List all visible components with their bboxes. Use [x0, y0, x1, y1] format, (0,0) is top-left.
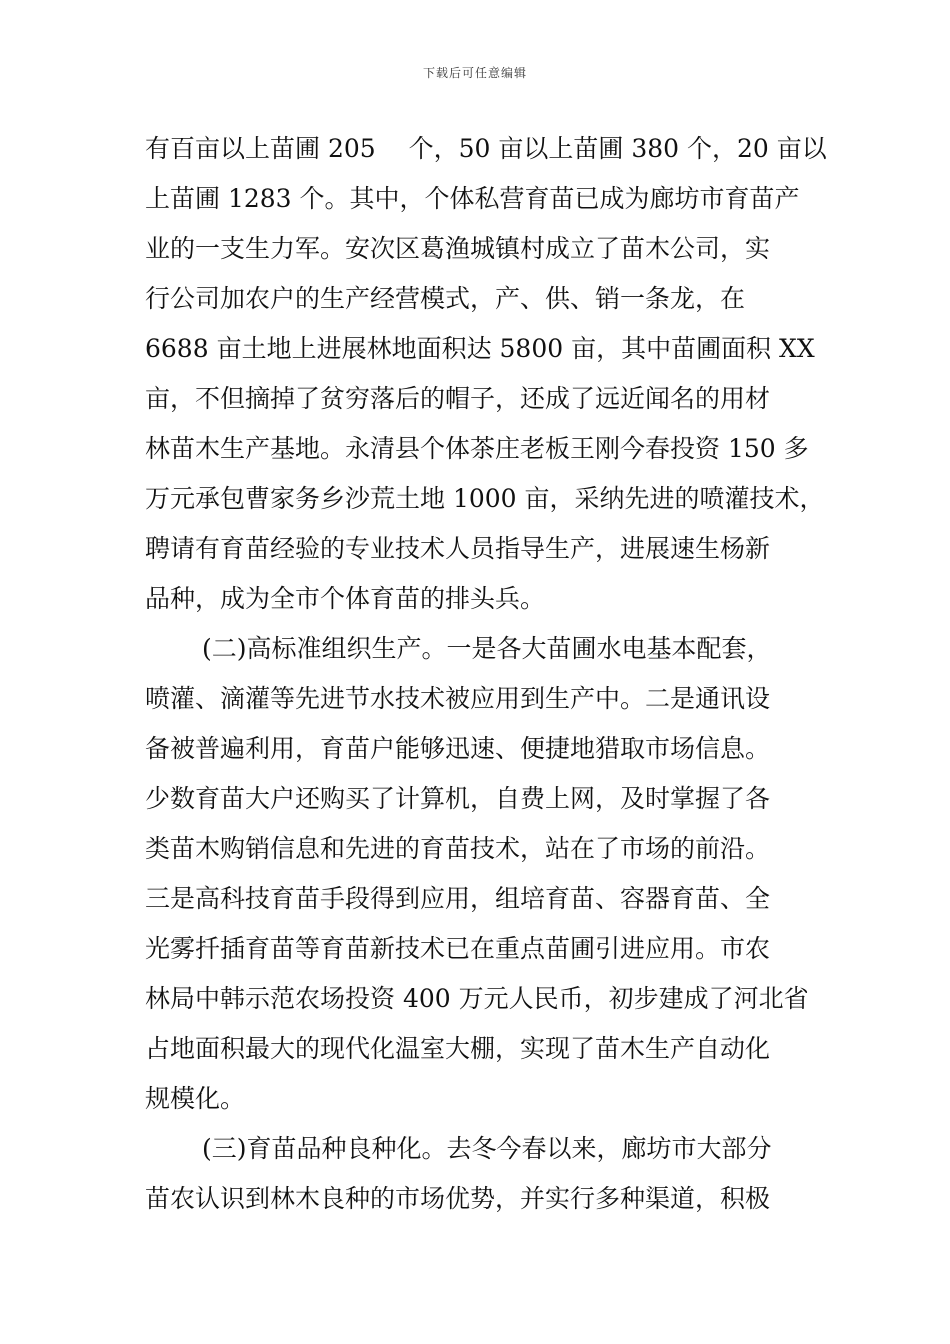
text-line: 品种，成为全市个体育苗的排头兵。 [145, 584, 546, 613]
text-line: 有百亩以上苗圃 205 个，50 亩以上苗圃 380 个，20 亩以 [145, 134, 827, 163]
text-line: 亩，不但摘掉了贫穷落后的帽子，还成了远近闻名的用材 [145, 384, 771, 413]
text-line: 林苗木生产基地。永清县个体茶庄老板王刚今春投资 150 多 [145, 434, 809, 463]
paragraph-start-line: (三)育苗品种良种化。去冬今春以来，廊坊市大部分 [202, 1134, 772, 1163]
text-line: 备被普遍利用，育苗户能够迅速、便捷地猎取市场信息。 [145, 734, 771, 763]
text-line: 占地面积最大的现代化温室大棚，实现了苗木生产自动化 [145, 1034, 771, 1063]
text-line: 林局中韩示范农场投资 400 万元人民币，初步建成了河北省 [145, 984, 809, 1013]
text-line: 上苗圃 1283 个。其中，个体私营育苗已成为廊坊市育苗产 [145, 184, 800, 213]
text-line: 行公司加农户的生产经营模式，产、供、销一条龙，在 [145, 284, 746, 313]
text-line: 喷灌、滴灌等先进节水技术被应用到生产中。二是通讯设 [145, 684, 771, 713]
text-line: 少数育苗大户还购买了计算机，自费上网，及时掌握了各 [145, 784, 771, 813]
text-line: 三是高科技育苗手段得到应用，组培育苗、容器育苗、全 [145, 884, 771, 913]
paragraph-start-line: (二)高标准组织生产。一是各大苗圃水电基本配套， [202, 634, 772, 663]
text-line: 业的一支生力军。安次区葛渔城镇村成立了苗木公司，实 [145, 234, 771, 263]
text-line: 苗农认识到林木良种的市场优势，并实行多种渠道，积极 [145, 1184, 771, 1213]
text-line: 聘请有育苗经验的专业技术人员指导生产，进展速生杨新 [145, 534, 771, 563]
body-text [145, 124, 835, 1224]
text-line: 规模化。 [145, 1084, 246, 1113]
page-header: 下载后可任意编辑 [422, 66, 527, 80]
text-line: 6688 亩土地上进展林地面积达 5800 亩，其中苗圃面积 XX [145, 334, 815, 363]
text-line: 类苗木购销信息和先进的育苗技术，站在了市场的前沿。 [145, 834, 771, 863]
text-line: 光雾扦插育苗等育苗新技术已在重点苗圃引进应用。市农 [145, 934, 771, 963]
text-line: 万元承包曹家务乡沙荒土地 1000 亩，采纳先进的喷灌技术， [145, 484, 825, 513]
